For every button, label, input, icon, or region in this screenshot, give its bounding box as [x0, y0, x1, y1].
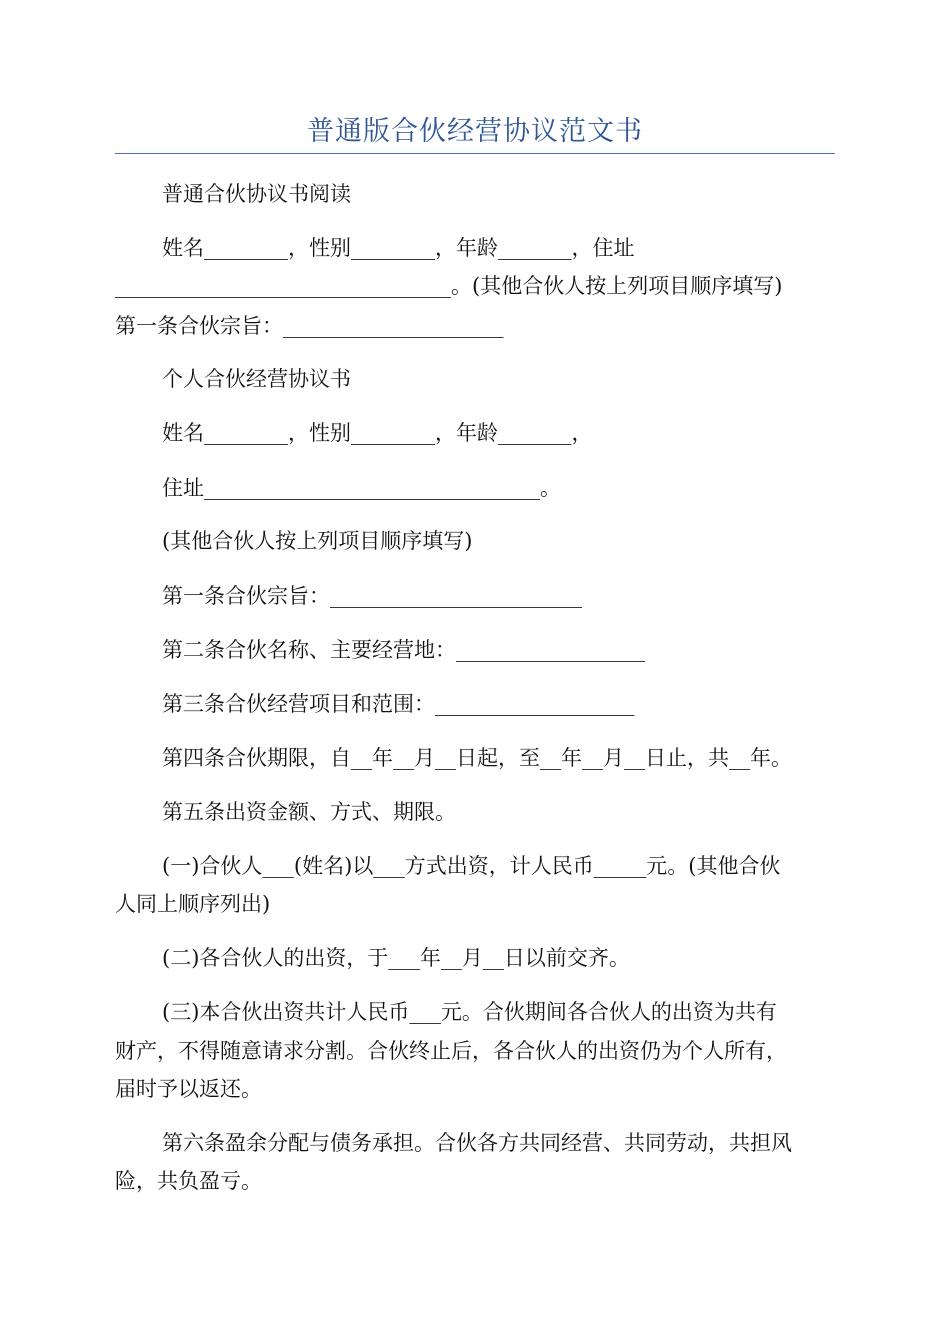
paragraph-line: 个人合伙经营协议书	[162, 367, 351, 391]
title-underline	[115, 153, 835, 154]
paragraph-line: 住址________________________________。	[162, 476, 561, 500]
paragraph-line: 届时予以返还。	[115, 1077, 262, 1101]
paragraph-line: 第一条合伙宗旨：________________________	[162, 584, 582, 608]
paragraph-line: 姓名________，性别________，年龄_______，住址	[162, 236, 635, 260]
paragraph-line: 第六条盈余分配与债务承担。合伙各方共同经营、共同劳动，共担风	[162, 1131, 792, 1155]
paragraph-line: 第二条合伙名称、主要经营地：__________________	[162, 638, 645, 662]
paragraph-line: 姓名________，性别________，年龄_______，	[162, 421, 593, 445]
paragraph-line: (二)各合伙人的出资，于___年__月__日以前交齐。	[162, 946, 630, 970]
paragraph-line: 人同上顺序列出)	[115, 892, 271, 916]
paragraph-line: ________________________________。(其他合伙人按上列项目顺序填写)	[115, 274, 783, 298]
paragraph-line: 险，共负盈亏。	[115, 1169, 262, 1193]
paragraph-line: (一)合伙人___(姓名)以___方式出资，计人民币_____元。(其他合伙	[162, 854, 781, 878]
paragraph-line: 第三条合伙经营项目和范围：___________________	[162, 692, 635, 716]
paragraph-line: (其他合伙人按上列项目顺序填写)	[162, 529, 473, 553]
paragraph-line: 第五条出资金额、方式、期限。	[162, 800, 456, 824]
paragraph-line: 第一条合伙宗旨：_____________________	[115, 314, 504, 338]
paragraph-line: (三)本合伙出资共计人民币___元。合伙期间各合伙人的出资为共有	[162, 1000, 777, 1024]
paragraph-line: 第四条合伙期限，自__年__月__日起，至__年__月__日止，共__年。	[162, 746, 792, 770]
paragraph-line: 普通合伙协议书阅读	[162, 182, 351, 206]
paragraph-line: 财产，不得随意请求分割。合伙终止后，各合伙人的出资仍为个人所有，	[115, 1039, 787, 1063]
document-title: 普通版合伙经营协议范文书	[307, 116, 643, 147]
